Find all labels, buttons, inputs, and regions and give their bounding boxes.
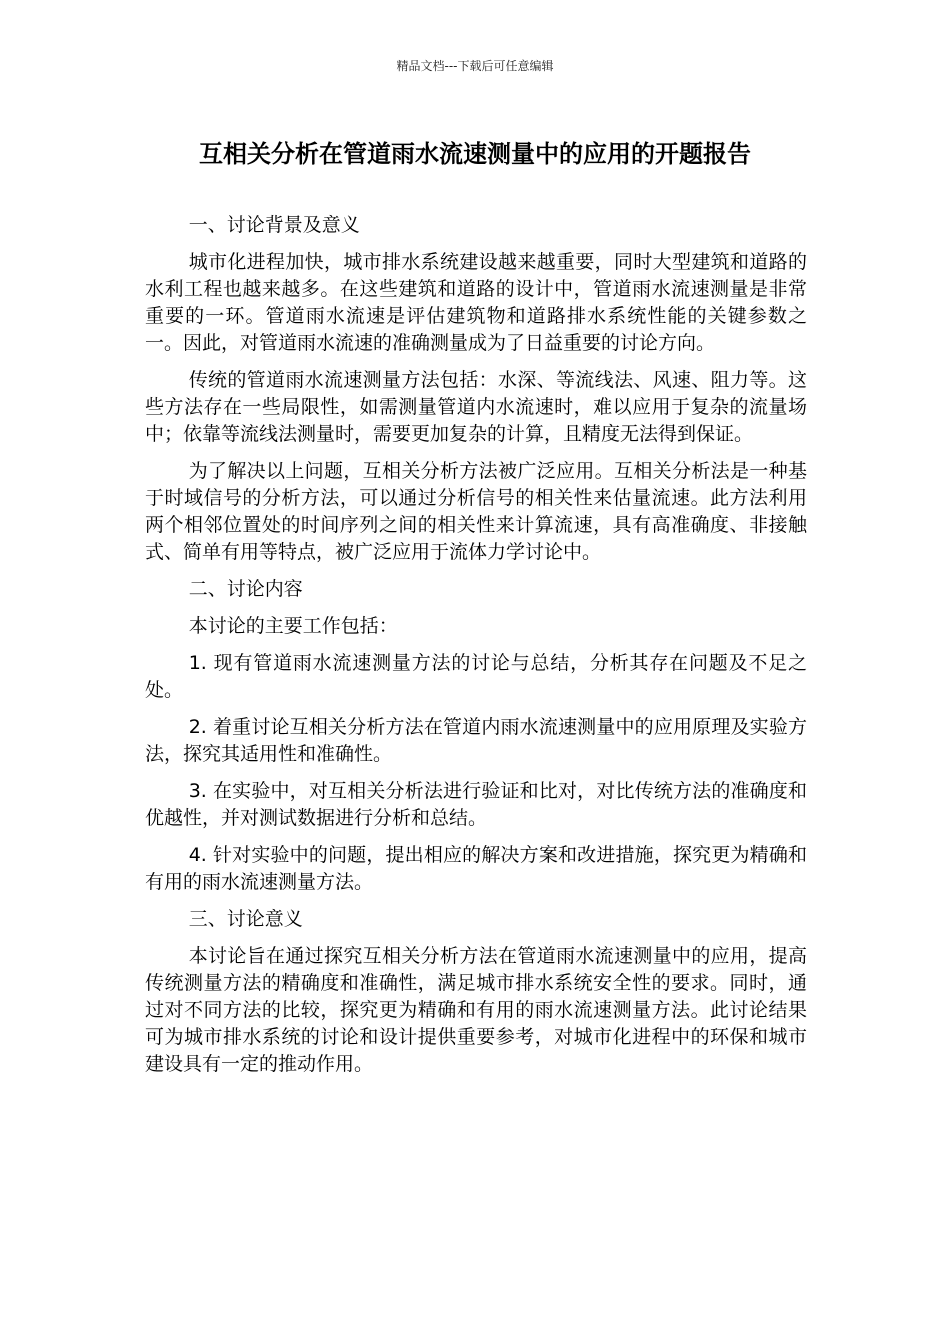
paragraph-background-1: 城市化进程加快，城市排水系统建设越来越重要，同时大型建筑和道路的水利工程也越来越多。在这些建筑和道路的设计中，管道雨水流速测量是非常重要的一环。管道雨水流速是评估建筑物和道路排水系统性能的关键参数之一。因此，对管道雨水流速的准确测量成为了日益重要的讨论方向。 [145,251,807,354]
page-header-note: 精品文档---下载后可任意编辑 [396,59,554,73]
paragraph-significance: 本讨论旨在通过探究互相关分析方法在管道雨水流速测量中的应用，提高传统测量方法的精确度和准确性，满足城市排水系统安全性的要求。同时，通过对不同方法的比较，探究更为精确和有用的雨水流速测量方法。此讨论结果可为城市排水系统的讨论和设计提供重要参考，对城市化进程中的环保和城市建设具有一定的推动作用。 [145,945,807,1075]
list-item-content-3: 3. 在实验中，对互相关分析法进行验证和比对，对比传统方法的准确度和优越性，并对测试数据进行分析和总结。 [145,780,807,829]
document-body [145,212,807,1088]
paragraph-background-3: 为了解决以上问题，互相关分析方法被广泛应用。互相关分析法是一种基于时域信号的分析方法，可以通过分析信号的相关性来估量流速。此方法利用两个相邻位置处的时间序列之间的相关性来计算流速，具有高准确度、非接触式、简单有用等特点，被广泛应用于流体力学讨论中。 [145,460,807,563]
section-heading-content: 二、讨论内容 [188,578,303,600]
section-heading-background: 一、讨论背景及意义 [188,214,360,236]
document-title: 互相关分析在管道雨水流速测量中的应用的开题报告 [199,140,751,168]
section-heading-significance: 三、讨论意义 [188,908,303,930]
paragraph-background-2: 传统的管道雨水流速测量方法包括：水深、等流线法、风速、阻力等。这些方法存在一些局限性，如需测量管道内水流速时，难以应用于复杂的流量场中；依靠等流线法测量时，需要更加复杂的计算，且精度无法得到保证。 [145,369,807,445]
list-item-content-1: 1. 现有管道雨水流速测量方法的讨论与总结，分析其存在问题及不足之处。 [145,652,807,701]
paragraph-content-intro: 本讨论的主要工作包括： [188,615,398,637]
list-item-content-2: 2. 着重讨论互相关分析方法在管道内雨水流速测量中的应用原理及实验方法，探究其适用性和准确性。 [145,716,807,765]
list-item-content-4: 4. 针对实验中的问题，提出相应的解决方案和改进措施，探究更为精确和有用的雨水流速测量方法。 [145,844,807,893]
